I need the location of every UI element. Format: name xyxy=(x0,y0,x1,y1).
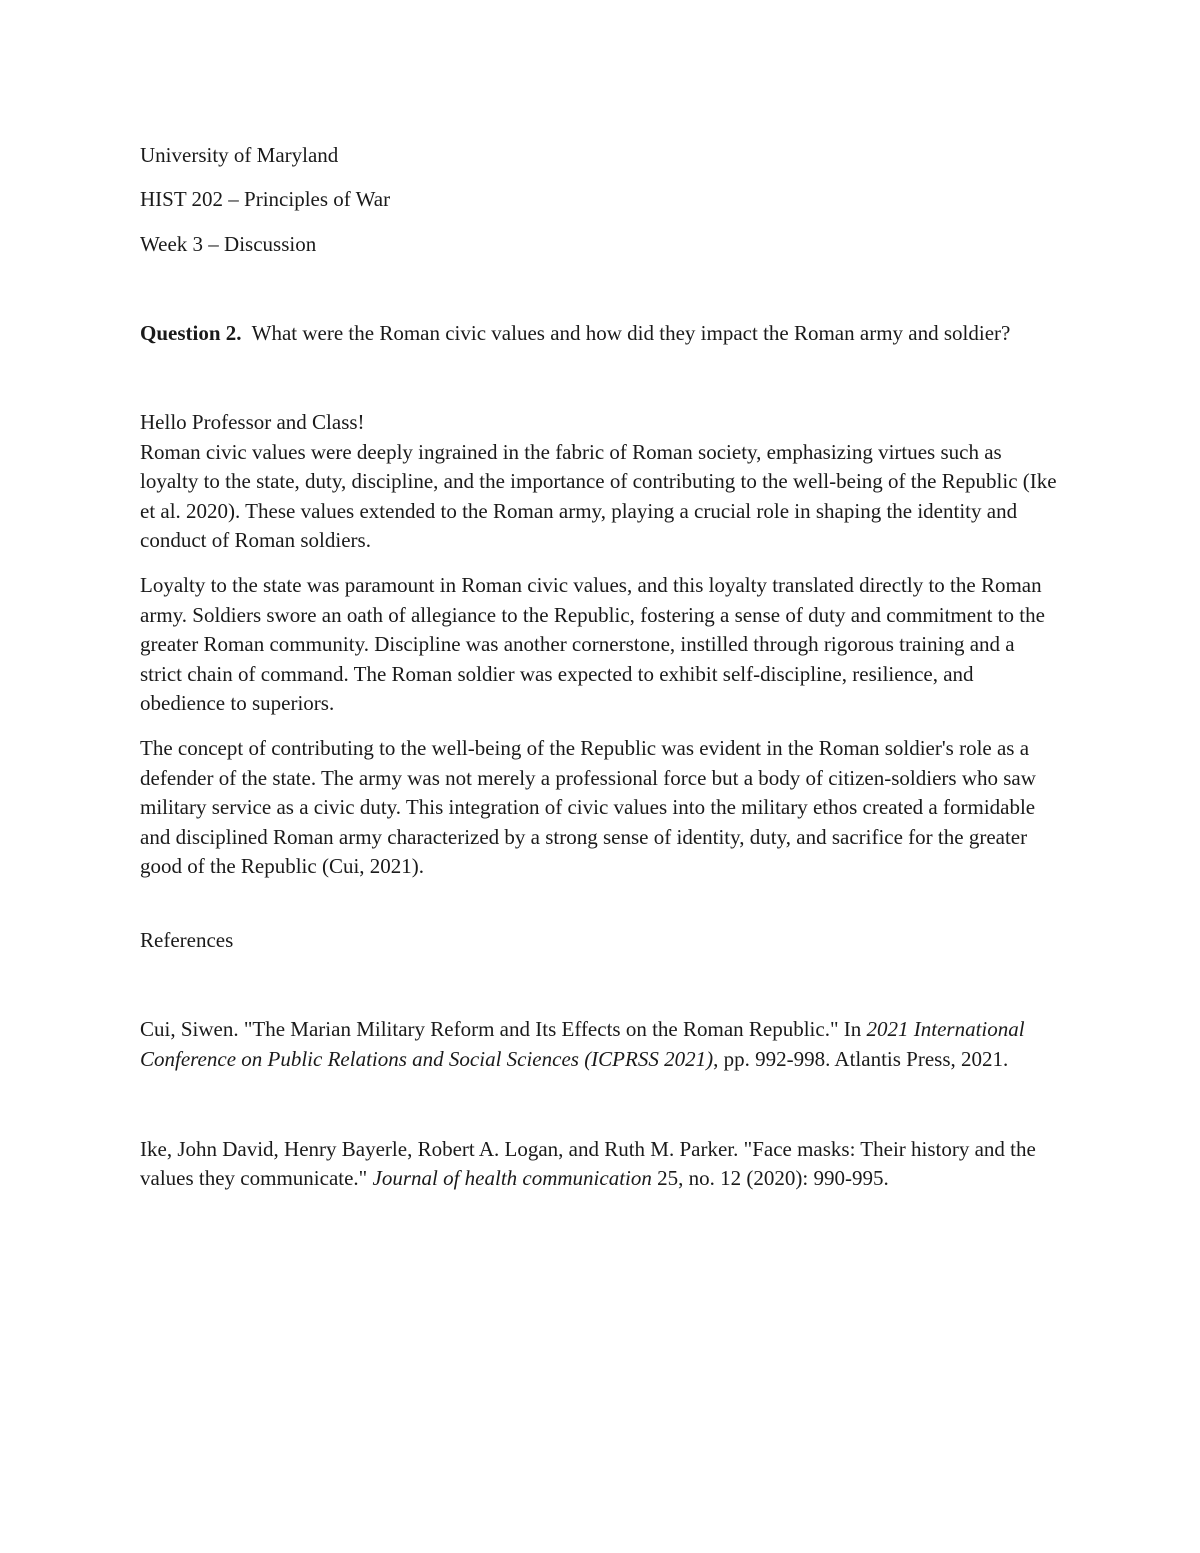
reference-1-text: Cui, Siwen. "The Marian Military Reform and Its Effects on the Roman Republic." In xyxy=(140,1017,867,1042)
reference-item xyxy=(140,1015,1060,1074)
discussion-body xyxy=(140,438,1060,882)
reference-2-text: Ike, John David, Henry Bayerle, Robert A. Logan, and Ruth M. Parker. "Face masks: Their history and the values they communicate." xyxy=(140,1136,1036,1191)
paragraph-2: Loyalty to the state was paramount in Roman civic values, and this loyalty translated directly to the Roman army. Soldiers swore an oath of allegiance to the Republic, fostering a sense of duty and commitment to the greater Roman community. Discipline was another cornerstone, instilled through rigorous training and a strict chain of command. The Roman soldier was expected to exhibit self-discipline, resilience, and obedience to superiors. xyxy=(140,572,1045,716)
paragraph-3: The concept of contributing to the well-being of the Republic was evident in the Roman soldier's role as a defender of the state. The army was not merely a professional force but a body of citizen-soldiers who saw military service as a civic duty. This integration of civic values into the military ethos created a formidable and disciplined Roman army characterized by a strong sense of identity, duty, and sacrifice for the greater good of the Republic (Cui, 2021). xyxy=(140,735,1036,879)
reference-2-details: 25, no. 12 (2020): 990-995. xyxy=(651,1166,889,1191)
question xyxy=(140,319,1060,349)
university-name: University of Maryland xyxy=(140,143,339,167)
week-title: Week 3 – Discussion xyxy=(140,231,317,256)
reference-2-source: Journal of health communication xyxy=(372,1166,652,1191)
reference-1-details: , pp. 992-998. Atlantis Press, 2021. xyxy=(713,1047,1009,1072)
reference-1-source: 2021 International Conference on Public Relations and Social Sciences (ICPRSS 2021) xyxy=(140,1017,1025,1072)
references-heading: References xyxy=(140,927,234,952)
question-label: Question 2. xyxy=(140,321,242,346)
course-title: HIST 202 – Principles of War xyxy=(140,187,391,212)
question-text: What were the Roman civic values and how did they impact the Roman army and soldier? xyxy=(251,321,1011,346)
document-header xyxy=(140,141,1060,259)
reference-item xyxy=(140,1135,1060,1194)
paragraph-1: Roman civic values were deeply ingrained in the fabric of Roman society, emphasizing virtues such as loyalty to the state, duty, discipline, and the importance of contributing to the well-being of the Republic (Ike et al. 2020). These values extended to the Roman army, playing a crucial role in shaping the identity and conduct of Roman soldiers. xyxy=(140,439,1057,553)
document-page xyxy=(140,141,1060,1194)
greeting: Hello Professor and Class! xyxy=(140,409,365,434)
